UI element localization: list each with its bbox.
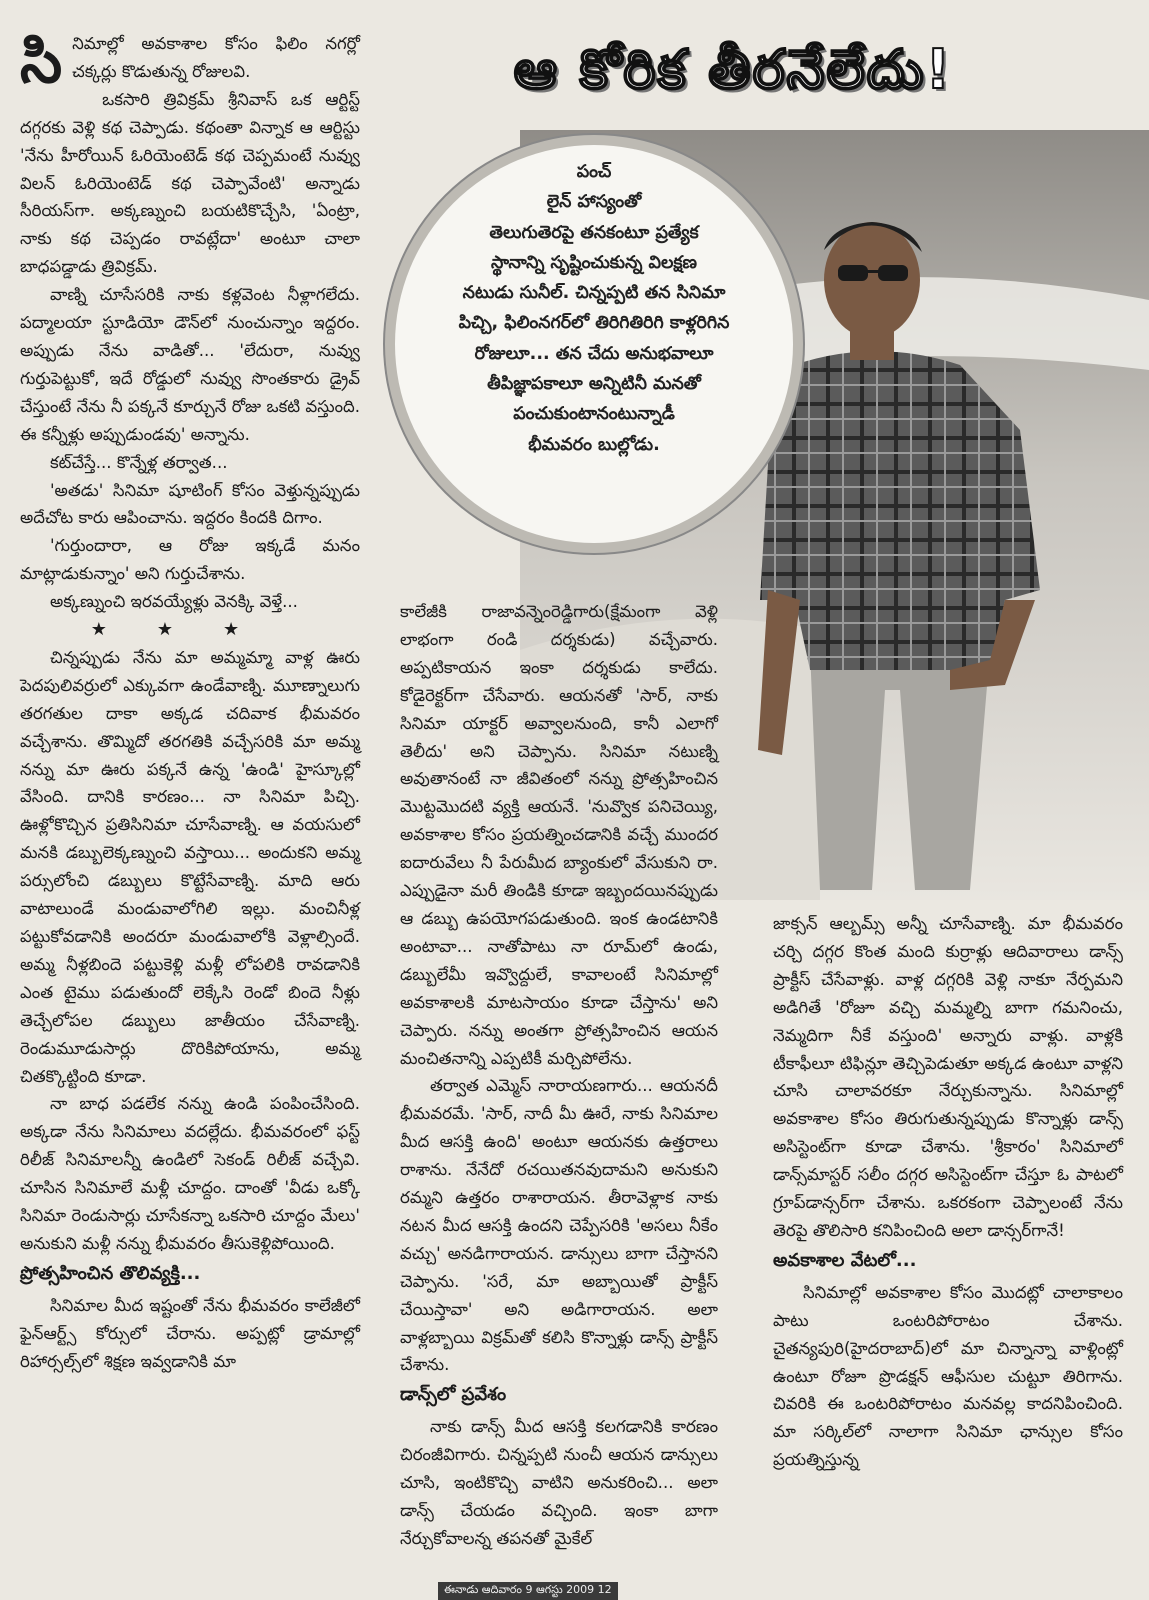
section-divider-stars: ★★★ — [90, 619, 290, 641]
subheading: అవకాశాల వేటలో... — [773, 1249, 917, 1271]
pull-quote-line: లైన్ హాస్యంతో — [546, 192, 642, 213]
pull-quote-line: తెలుగుతెరపై తనకంటూ ప్రత్యేక — [489, 222, 699, 243]
paragraph-text: నిమాల్లో అవకాశాల కోసం ఫిలిం నగర్లో చక్కర్లు కొడుతున్న రోజులవి. — [72, 34, 360, 81]
paragraph: చిన్నప్పుడు నేను మా అమ్మమ్మా వాళ్ల ఊరు పెదపులివర్రులో ఎక్కువగా ఉండేవాణ్ని. మూణ్నాలుగు తరగతుల దాకా అక్కడ చదివాక భీమవరం వచ్చేశాను. తొమ్మిదో తరగతికి వచ్చేసరికి మా అమ్మ నన్ను మా ఊరు పక్కనే ఉన్న 'ఉండి' హైస్కూల్లో వేసింది. దానికి కారణం... నా సినిమా పిచ్చి. ఊళ్లోకొచ్చిన ప్రతిసినిమా చూసేవాణ్ని. ఆ వయసులో మనకి డబ్బులెక్కణ్నుంచి వస్తాయి... అందుకని అమ్మ పర్సులోంచి డబ్బులు కొట్టేసేవాణ్ని. మాది ఆరు వాటాలుండే మండువాలోగిలి ఇల్లు. మంచినీళ్ల పట్టుకోవడానికి అందరూ మండువాలోకి వెళ్లాల్సిందే. అమ్మ నీళ్లబిందె పట్టుకెళ్లి మళ్లీ లోపలికి రావడానికి ఎంత టైము పడుతుందో లెక్కేసి రెండో బిందె నీళ్లు తెచ్చేలోపల డబ్బులు జాతీయం చేసేవాణ్ని. రెండుమూడుసార్లు దొరికిపోయాను, అమ్మ చితక్కొట్టింది కూడా. — [20, 647, 360, 1086]
paragraph: 'గుర్తుందారా, ఆ రోజు ఇక్కడే మనం మాట్లాడుకున్నాం' అని గుర్తుచేశాను. — [20, 536, 360, 584]
paragraph: కాలేజీకి రాజావన్నెంరెడ్డిగారు(క్షేమంగా వెళ్లి లాభంగా రండి దర్శకుడు) వచ్చేవారు. అప్పటికాయన ఇంకా దర్శకుడు కాలేదు. కోడైరెక్టర్‌గా చేసేవారు. ఆయనతో 'సార్, నాకు సినిమా యాక్టర్ అవ్వాలనుంది, కానీ ఎలాగో తెలీదు' అని చెప్పాను. సినిమా నటుణ్ని అవుతానంటే నా జీవితంలో నన్ను ప్రోత్సహించిన మొట్టమొదటి వ్యక్తి ఆయనే. 'నువ్వొక పనిచెయ్యి, అవకాశాల కోసం ప్రయత్నించడానికి వచ్చే ముందర ఐదారువేలు నీ పేరుమీద బ్యాంకులో వేసుకుని రా. ఎప్పుడైనా మరీ తిండికి కూడా ఇబ్బందయినప్పుడు ఆ డబ్బు ఉపయోగపడుతుంది. ఇంక ఉండటానికి అంటావా... నాతోపాటు నా రూమ్‌లో ఉండు, డబ్బులేమీ ఇవ్వొద్దులే, కావాలంటే సినిమాల్లో అవకాశాలకి మాటసాయం కూడా చేస్తాను' అని చెప్పారు. నన్ను అంతగా ప్రోత్సహించిన ఆయన మంచితనాన్ని ఎప్పటికీ మర్చిపోలేను. — [400, 602, 718, 1068]
drop-cap: సి — [20, 27, 63, 97]
pull-quote-text — [405, 157, 783, 460]
column-1 — [20, 27, 360, 1376]
paragraph: కట్‌చేస్తే... కొన్నేళ్ల తర్వాత... — [50, 452, 228, 472]
paragraph — [20, 27, 360, 97]
pull-quote-line: నటుడు సునీల్. చిన్నప్పటి తన సినిమా — [462, 283, 726, 304]
column-2 — [400, 598, 718, 1553]
page-footer: ఈనాడు ఆదివారం 9 ఆగస్టు 2009 12 — [438, 1582, 618, 1600]
headline: ఆ కోరిక తీరనేలేదు! — [513, 38, 953, 101]
paragraph: సినిమాల్లో అవకాశాల కోసం మొదట్లో చాలాకాలం పాటు ఒంటరిపోరాటం చేశాను. చైతన్యపురి(హైదరాబాద్)లో మా చిన్నాన్నా వాళ్లింట్లో ఉంటూ రోజూ ప్రొడక్షన్ ఆఫీసుల చుట్టూ తిరిగాను. చివరికి ఈ ఒంటరిపోరాటం మనవల్ల కాదనిపించింది. మా సర్కిల్‌లో నాలాగా సినిమా ఛాన్సుల కోసం ప్రయత్నిస్తున్న — [773, 1282, 1123, 1470]
pull-quote-line: పిచ్చి, ఫిలింనగర్‌లో తిరిగితిరిగి కాళ్లరిగిన — [458, 313, 730, 334]
pull-quote-line: పంచ్ — [576, 162, 612, 182]
pull-quote-line: పంచుకుంటానంటున్నాడీ — [513, 404, 675, 425]
paragraph: జాక్సన్ ఆల్బమ్స్ అన్నీ చూసేవాణ్ని. మా భీమవరం చర్చి దగ్గర కొంత మంది కుర్రాళ్లు ఆదివారాలు డాన్స్ ప్రాక్టీస్ చేసేవాళ్లు. వాళ్ల దగ్గరికి వెళ్లి నాకూ నేర్పమని అడిగితే 'రోజూ వచ్చి మమ్మల్ని బాగా గమనించు, నెమ్మదిగా నీకే వస్తుంది' అన్నారు వాళ్లు. వాళ్లకి టీకాఫీలూ టిఫిన్లూ తెచ్చిపెడుతూ అక్కడ ఉంటూ వాళ్లని చూసి చాలావరకూ నేర్చుకున్నాను. సినిమాల్లో అవకాశాల కోసం తిరుగుతున్నప్పుడు కొన్నాళ్లు డాన్స్ అసిస్టెంట్‌గా కూడా చేశాను. 'శ్రీకారం' సినిమాలో డాన్స్‌మాస్టర్ సలీం దగ్గర అసిస్టెంట్‌గా చేస్తూ ఓ పాటలో గ్రూప్‌డాన్సర్‌గా చేశాను. ఒకరకంగా చెప్పాలంటే నేను తెరపై తొలిసారి కనిపించింది అలా డాన్సర్‌గానే! — [773, 914, 1123, 1240]
paragraph: సినిమాల మీద ఇష్టంతో నేను భీమవరం కాలేజీలో ఫైన్‌ఆర్ట్స్ కోర్సులో చేరాను. అప్పట్లో డ్రామాల్లో రిహార్సల్స్‌లో శిక్షణ ఇవ్వడానికి మా — [20, 1295, 360, 1371]
pull-quote-line: తీపిజ్ఞాపకాలూ అన్నిటినీ మనతో — [487, 374, 701, 395]
pull-quote-line: భీమవరం బుల్లోడు. — [528, 434, 660, 455]
paragraph: 'అతడు' సినిమా షూటింగ్ కోసం వెళ్తున్నప్పుడు అదేచోట కారు ఆపించాను. ఇద్దరం కిందకి దిగాం. — [20, 480, 360, 528]
paragraph: అక్కణ్నుంచి ఇరవయ్యేళ్లు వెనక్కి వెళ్తే... — [50, 592, 298, 612]
subheading: డాన్స్‌లో ప్రవేశం — [400, 1384, 507, 1406]
pull-quote-line: స్థానాన్ని సృష్టించుకున్న విలక్షణ — [491, 252, 697, 273]
subheading: ప్రోత్సహించిన తొలివ్యక్తి... — [20, 1262, 201, 1284]
paragraph: ఒకసారి త్రివిక్రమ్ శ్రీనివాస్ ఒక ఆర్టిస్ట్ దగ్గరకు వెళ్లి కథ చెప్పాడు. కథంతా విన్నాక ఆ ఆర్టిస్టు 'నేను హీరోయిన్ ఓరియెంటెడ్ కథ చెప్పమంటే నువ్వు విలన్ ఓరియెంటెడ్ కథ చెప్పావేంటి' అన్నాడు సీరియస్‌గా. అక్కణ్నుంచి బయటికొచ్చేసి, 'ఏంట్రా, నాకు కథ చెప్పడం రావట్లేదా' అంటూ చాలా బాధపడ్డాడు త్రివిక్రమ్. — [20, 89, 360, 277]
column-3 — [773, 910, 1123, 1474]
pull-quote-line: రోజులూ... తన చేదు అనుభవాలూ — [474, 343, 714, 364]
paragraph: నాకు డాన్స్ మీద ఆసక్తి కలగడానికి కారణం చిరంజీవిగారు. చిన్నప్పటి నుంచీ ఆయన డాన్సులు చూసి, ఇంటికొచ్చి వాటిని అనుకరించి... అలా డాన్స్ చేయడం వచ్చింది. ఇంకా బాగా నేర్చుకోవాలన్న తపనతో మైకేల్ — [400, 1417, 718, 1548]
paragraph: తర్వాత ఎమ్మెస్ నారాయణగారు... ఆయనదీ భీమవరమే. 'సార్, నాదీ మీ ఊరే, నాకు సినిమాల మీద ఆసక్తి ఉంది' అంటూ ఆయనకు ఉత్తరాలు రాశాను. నేనేదో రచయితనవుదామని అనుకుని రమ్మని ఉత్తరం రాశారాయన. తీరావెళ్లాక నాకు నటన మీద ఆసక్తి ఉందని చెప్పేసరికి 'అసలు నీకేం వచ్చు' అనడిగారాయన. డాన్సులు బాగా చేస్తానని చెప్పాను. 'సరే, మా అబ్బాయితో ప్రాక్టీస్ చేయిస్తావా' అని అడిగారాయన. అలా వాళ్లబ్బాయి విక్రమ్‌తో కలిసి కొన్నాళ్లు డాన్స్ ప్రాక్టీస్ చేశాను. — [400, 1076, 718, 1375]
paragraph: వాణ్ని చూసేసరికి నాకు కళ్లవెంట నీళ్లాగలేదు. పద్మాలయా స్టూడియో డౌన్‌లో నుంచున్నాం ఇద్దరం. అప్పుడు నేను వాడితో... 'లేదురా, నువ్వు గుర్తుపెట్టుకో, ఇదే రోడ్డులో నువ్వు సొంతకారు డ్రైవ్ చేస్తుంటే నేను నీ పక్కనే కూర్చునే రోజు ఒకటి వస్తుంది. ఈ కన్నీళ్లు అప్పుడుండవు' అన్నాను. — [20, 285, 360, 444]
paragraph: నా బాధ పడలేక నన్ను ఉండి పంపించేసింది. అక్కడా నేను సినిమాలు వదల్లేదు. భీమవరంలో ఫస్ట్ రిలీజ్ సినిమాలన్నీ ఉండిలో సెకండ్ రిలీజ్ వచ్చేవి. చూసిన సినిమాలే మళ్లీ చూద్దం. దాంతో 'వీడు ఒక్కో సినిమా రెండుసార్లు చూసేకన్నా ఒకసారి చూద్దం మేలు' అనుకుని మళ్లీ నన్ను భీమవరం తీసుకెళ్లిపోయింది. — [20, 1094, 360, 1253]
